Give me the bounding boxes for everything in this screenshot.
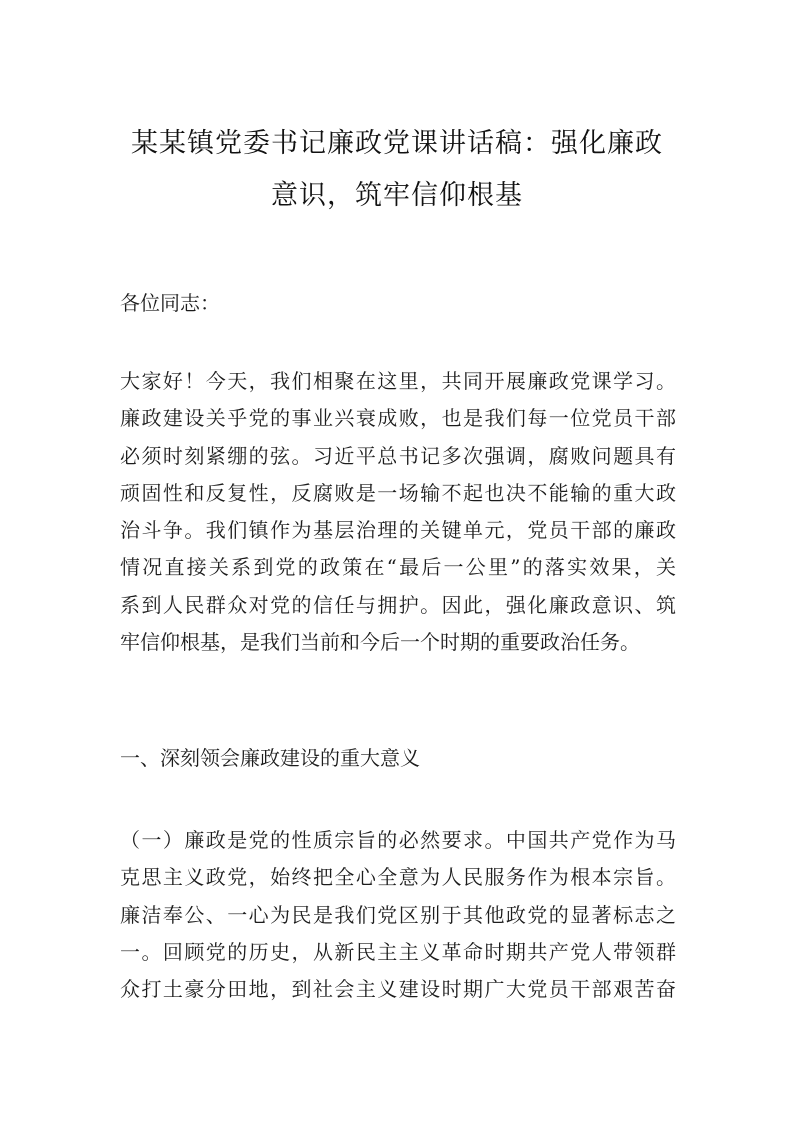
subsection-line: 一。回顾党的历史，从新民主主义革命时期共产党人带领群 [120,939,676,964]
salutation-text: 各位同志： [120,291,220,315]
intro-line: 顽固性和反复性，反腐败是一场输不起也决不能输的重大政 [120,480,676,505]
intro-line: 牢信仰根基，是我们当前和今后一个时期的重要政治任务。 [120,630,640,655]
intro-line: 治斗争。我们镇作为基层治理的关键单元，党员干部的廉政 [120,518,676,543]
subsection-line: 廉洁奉公、一心为民是我们党区别于其他政党的显著标志之 [120,902,676,927]
section-heading [120,740,676,777]
intro-paragraph [120,363,676,661]
document-title [112,118,682,222]
intro-line: 廉政建设关乎党的事业兴衰成败，也是我们每一位党员干部 [120,406,676,431]
subsection-line: 克思主义政党，始终把全心全意为人民服务作为根本宗旨。 [120,865,676,890]
salutation [120,285,676,322]
section-heading-text: 一、深刻领会廉政建设的重大意义 [120,746,420,770]
intro-line: 情况直接关系到党的政策在“最后一公里”的落实效果，关 [120,555,676,580]
subsection-line: 众打土豪分田地，到社会主义建设时期广大党员干部艰苦奋 [120,977,676,1002]
subsection-line: （一）廉政是党的性质宗旨的必然要求。中国共产党作为马 [120,828,676,852]
intro-line: 必须时刻紧绷的弦。习近平总书记多次强调，腐败问题具有 [120,443,676,468]
intro-line: 大家好！今天，我们相聚在这里，共同开展廉政党课学习。 [120,369,676,393]
subsection-paragraph [120,822,676,1008]
title-line-1: 某某镇党委书记廉政党课讲话稿：强化廉政 [131,128,663,159]
title-line-2: 意识，筑牢信仰根基 [271,180,523,211]
intro-line: 系到人民群众对党的信任与拥护。因此，强化廉政意识、筑 [120,592,676,617]
